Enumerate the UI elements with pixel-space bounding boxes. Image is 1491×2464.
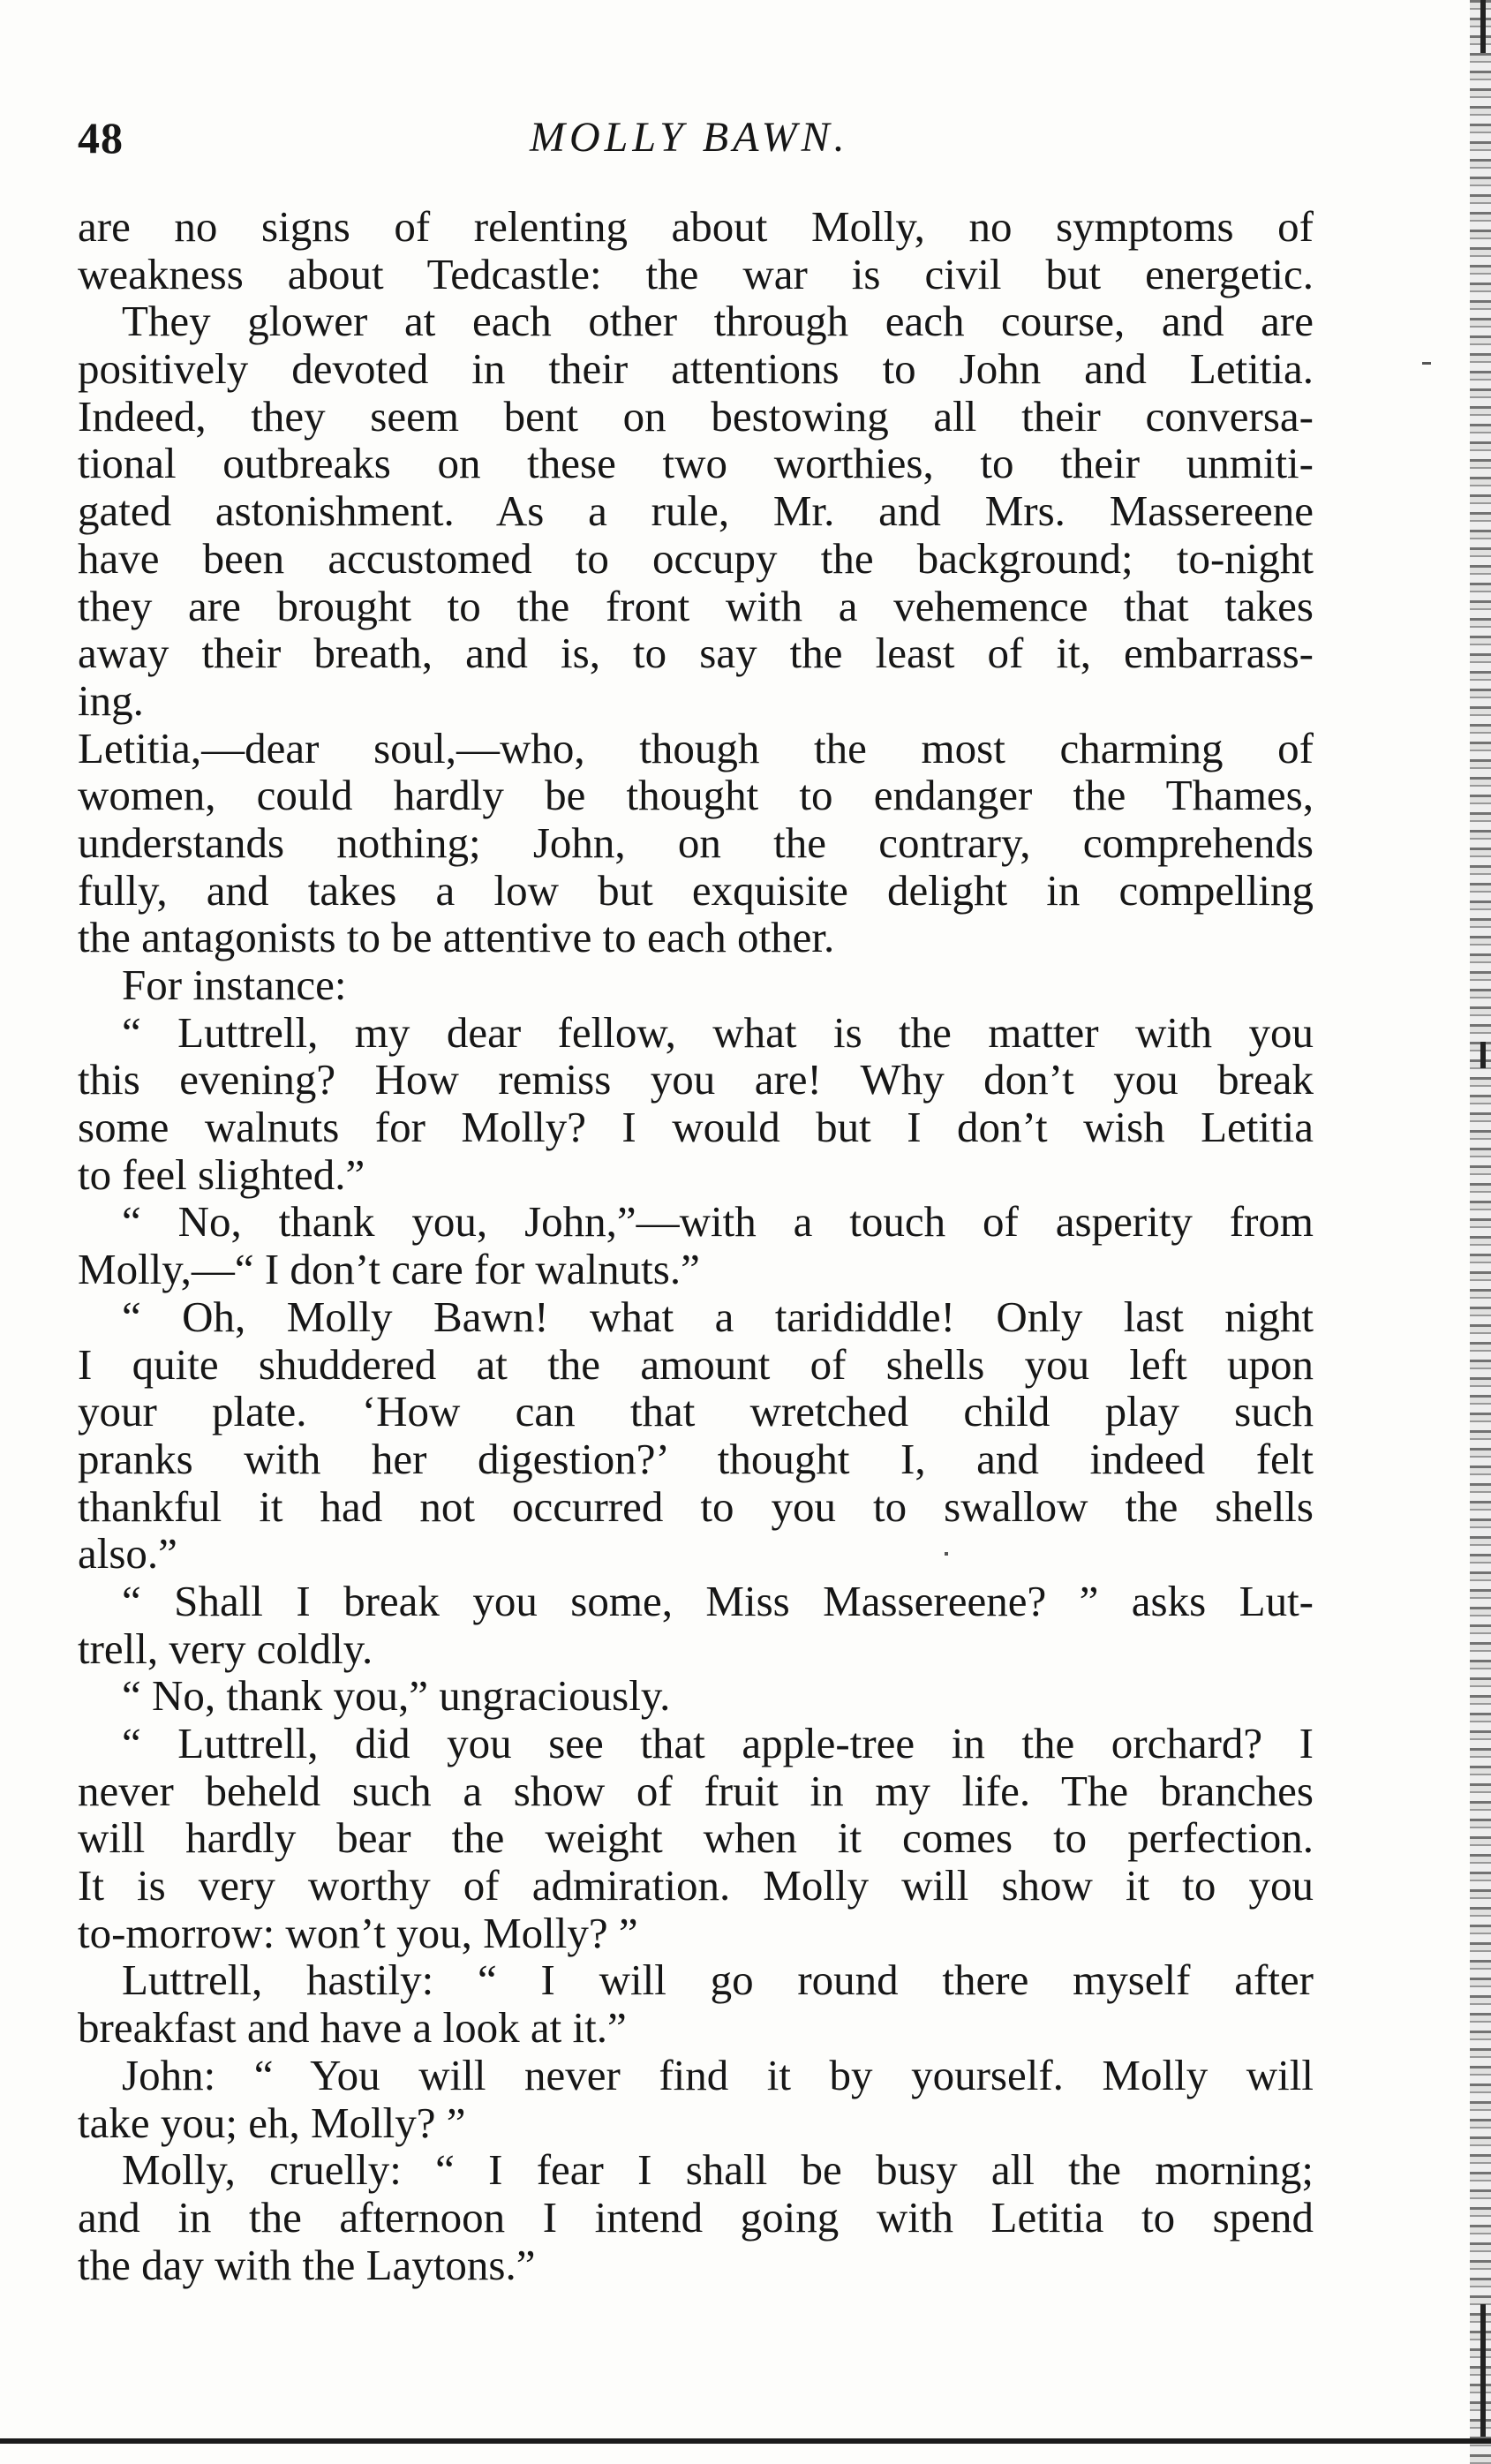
paragraph-start-line: Molly, cruelly: “ I fear I shall be busy all the morning; — [122, 2145, 1314, 2195]
scan-speck — [945, 1552, 948, 1556]
page-number: 48 — [78, 113, 124, 162]
paragraph-end-line: ing. — [78, 675, 144, 725]
text-line: fully, and takes a low but exquisite delight in compelling — [78, 865, 1314, 915]
text-line: gated astonishment. As a rule, Mr. and Mrs. Massereene — [78, 486, 1314, 536]
text-line: never beheld such a show of fruit in my life. The branches — [78, 1766, 1314, 1815]
scan-speck — [1422, 362, 1431, 365]
text-line: they are brought to the front with a vehemence that takes — [78, 581, 1314, 630]
paragraph-end-line: to-morrow: won’t you, Molly? ” — [78, 1908, 638, 1957]
page-edge-mark — [1480, 1042, 1486, 1068]
paragraph-end-line: trell, very coldly. — [78, 1624, 373, 1673]
text-line: It is very worthy of admiration. Molly will show it to you — [78, 1861, 1314, 1910]
text-line: weakness about Tedcastle: the war is civil but energetic. — [78, 249, 1314, 298]
text-line: are no signs of relenting about Molly, no symptoms of — [78, 202, 1314, 251]
paragraph-end-line: Molly,—“ I don’t care for walnuts.” — [78, 1245, 700, 1294]
text-line: thankful it had not occurred to you to swallow the shells — [78, 1481, 1314, 1531]
text-line: some walnuts for Molly? I would but I don’t wish Letitia — [78, 1103, 1314, 1152]
paragraph-start-line: “ Luttrell, did you see that apple-tree in the orchard? I — [122, 1719, 1314, 1767]
text-line: this evening? How remiss you are! Why don’t you break — [78, 1055, 1314, 1104]
paragraph-start-line: John: “ You will never find it by yourself. Molly will — [122, 2050, 1314, 2099]
bottom-scan-edge — [0, 2438, 1491, 2444]
body-text — [78, 203, 1314, 2288]
text-line: I quite shuddered at the amount of shells you left upon — [78, 1339, 1314, 1389]
text-line: and in the afternoon I intend going with Letitia to spend — [78, 2192, 1314, 2242]
text-line: women, could hardly be thought to endanger the Thames, — [78, 771, 1314, 820]
paragraph-start-line: Letitia,—dear soul,—who, though the most charming of — [78, 723, 1314, 772]
text-line: pranks with her digestion?’ thought I, and indeed felt — [78, 1434, 1314, 1483]
scanned-page-edge — [1470, 0, 1491, 2464]
paragraph-start-line: For instance: — [122, 961, 347, 1009]
paragraph-end-line: take you; eh, Molly? ” — [78, 2098, 466, 2147]
paragraph-start-line: “ No, thank you, John,”—with a touch of asperity from — [122, 1197, 1314, 1247]
paragraph-start-line: Luttrell, hastily: “ I will go round there myself after — [122, 1955, 1314, 2005]
text-line: tional outbreaks on these two worthies, to their unmiti- — [78, 439, 1314, 488]
paragraph-end-line: to feel slighted.” — [78, 1149, 365, 1199]
text-line: will hardly bear the weight when it comes to perfection. — [78, 1813, 1314, 1863]
paragraph-start-line: “ Oh, Molly Bawn! what a tarididdle! Only last night — [122, 1292, 1314, 1341]
paragraph-start-line: “ No, thank you,” ungraciously. — [122, 1671, 671, 1721]
paragraph-start-line: “ Luttrell, my dear fellow, what is the matter with you — [122, 1007, 1314, 1057]
running-head-title: MOLLY BAWN. — [530, 114, 849, 161]
paragraph-start-line: “ Shall I break you some, Miss Massereene? ” asks Lut- — [122, 1576, 1314, 1625]
page-edge-mark — [1480, 2304, 1486, 2437]
text-line: have been accustomed to occupy the background; to-night — [78, 533, 1314, 583]
page-edge-mark — [1480, 0, 1486, 53]
text-line: away their breath, and is, to say the least of it, embarrass- — [78, 629, 1314, 678]
text-line: your plate. ‘How can that wretched child play such — [78, 1387, 1314, 1436]
text-line: understands nothing; John, on the contrary, comprehends — [78, 818, 1314, 867]
text-line: Indeed, they seem bent on bestowing all their conversa- — [78, 391, 1314, 441]
paragraph-end-line: the day with the Laytons.” — [78, 2240, 536, 2289]
text-line: positively devoted in their attentions to John and Letitia. — [78, 344, 1314, 394]
paragraph-end-line: also.” — [78, 1529, 177, 1579]
paragraph-start-line: They glower at each other through each course, and are — [122, 297, 1314, 346]
paragraph-end-line: breakfast and have a look at it.” — [78, 2003, 627, 2053]
paragraph-end-line: the antagonists to be attentive to each other. — [78, 913, 835, 962]
